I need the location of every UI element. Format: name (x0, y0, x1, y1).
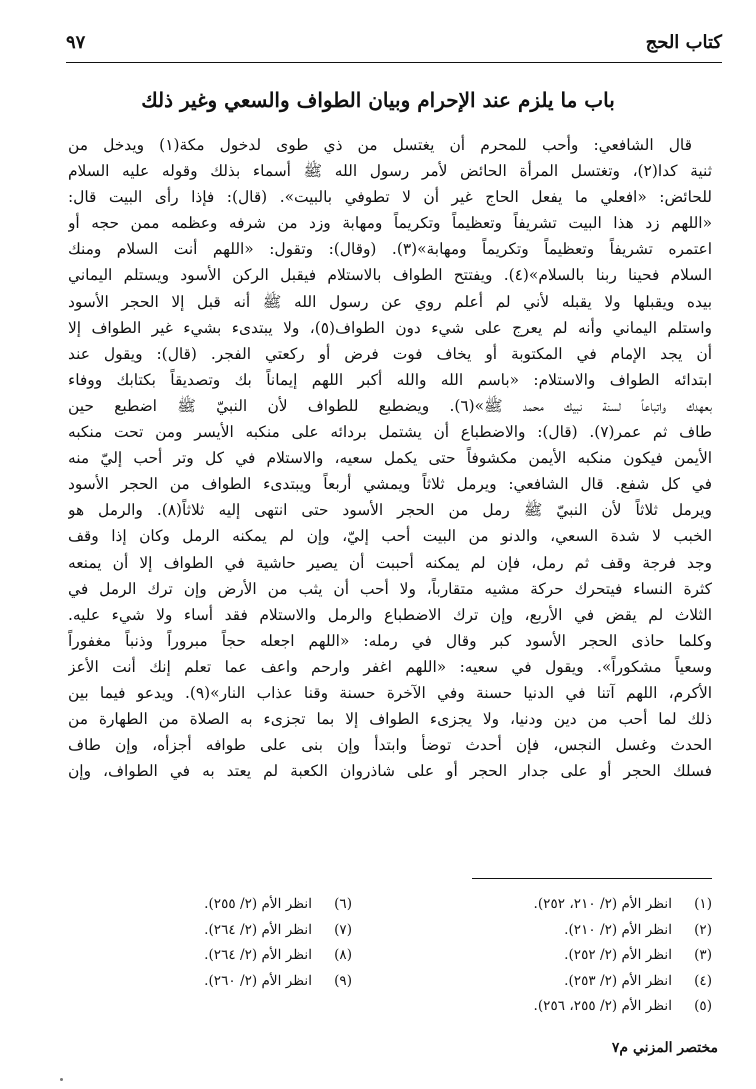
footnote (392, 943, 712, 969)
footnote (392, 994, 712, 1020)
footnote (392, 892, 712, 918)
footnote-number: (٧) (334, 921, 352, 938)
body-line: الخبب لا شدة السعي، والدنو من البيت أحب إليّ، وإن لم يمكنه الرمل وكان إذا وقف (68, 527, 712, 546)
body-line: ويرمل ثلاثاً لأن النبيّ ﷺ رمل من الحجر الأسود حتى انتهى إليه ثلاثاً(٨). والرمل هو (68, 501, 712, 520)
body-line: فسلك الحجر أو على جدار الحجر أو على شاذروان الكعبة لم يعتد به في الطواف، وإن (68, 762, 712, 781)
footnote-number: (٤) (694, 972, 712, 989)
body-line: الأكرم، اللهم آتنا في الدنيا حسنة وفي الآخرة حسنة وقنا عذاب النار»(٩). ويدعو فيما بين (68, 683, 712, 702)
body-line: طاف ثم عمر(٧). (قال): والاضطباع أن يشتمل بردائه على منكبه الأيسر ومن تحت منكبه (68, 423, 712, 442)
footnote-text: انظر الأم (٢/ ٢١٠). (564, 921, 672, 938)
body-line: وسعياً مشكوراً». ويقول في سعيه: «اللهم اغفر وارحم واعف عما تعلم إنك أنت الأعز (68, 657, 712, 676)
body-line: ابتدائه الطواف والاستلام: «باسم الله والله أكبر اللهم إيماناً بك وتصديقاً بكتابك ووفاء (68, 370, 712, 389)
footnote-number: (٣) (694, 947, 712, 964)
body-text (68, 132, 712, 784)
footnote-text: انظر الأم (٢/ ٢٥٢). (564, 947, 672, 964)
body-line: أن يجد الإمام في المكتوبة أو يخاف فوت فرض أو ركعتي الفجر. (قال): ويقول عند (68, 344, 712, 363)
running-header-title: كتاب الحج (645, 32, 722, 53)
body-line: «اللهم زد هذا البيت تشريفاً وتعظيماً وتكريماً ومهابة وزد من شرفه وعظمه ممن حجه أو (68, 214, 712, 233)
scan-speck (60, 1078, 63, 1081)
body-line: كثرة النساء فيتحرك حركة مشيه متقارباً، ولا أحب أن يثب من الأرض وإن ترك الرمل في (68, 579, 712, 598)
footnotes-column-right (392, 892, 712, 1020)
footnote-text: انظر الأم (٢/ ٢٥٣). (564, 972, 672, 989)
footnote-text: انظر الأم (٢/ ٢٥٥). (204, 896, 312, 912)
footnote-text: انظر الأم (٢/ ٢٦٠). (204, 972, 312, 989)
footnote-text: انظر الأم (٢/ ٢٥٥، ٢٥٦). (533, 998, 672, 1015)
body-line: للحائض: «افعلي ما يفعل الحاج غير أن لا تطوفي بالبيت». (قال): فإذا رأى البيت قال: (68, 188, 712, 207)
footnote-number: (٦) (334, 896, 352, 912)
footnote (392, 969, 712, 995)
footnote (392, 918, 712, 944)
body-line: وكلما حاذى الحجر الأسود كبر وقال في رمله: «اللهم اجعله حجاً مبروراً وذنباً مغفوراً (68, 631, 712, 650)
footnote-text: انظر الأم (٢/ ٢٦٤). (204, 921, 312, 938)
body-line: واستلم اليماني وأنه لم يعرج على شيء دون الطواف(٥)، ولا يبتدىء بشيء غير الطواف إلا (68, 318, 712, 337)
header-divider (66, 62, 722, 63)
footnote-number: (٩) (334, 972, 352, 989)
body-line: في كل شفع. قال الشافعي: ويرمل ثلاثاً ويمشي أربعاً ويبتدىء الطواف من الحجر الأسود (68, 475, 712, 494)
footnote-text: انظر الأم (٢/ ٢١٠، ٢٥٢). (533, 896, 672, 912)
footnotes-column-left (22, 892, 352, 994)
footnote-number: (٨) (334, 947, 352, 964)
body-line: بيده ويقبلها ولا يقبله لأني لم أعلم روي عن رسول الله ﷺ أنه قبل إلا الحجر الأسود (68, 292, 712, 311)
body-line: قال الشافعي: وأحب للمحرم أن يغتسل من ذي طوى لدخول مكة(١) ويدخل من (68, 136, 692, 154)
body-line: الثلاث لم يقض في الأربع، وإن ترك الاضطباع والرمل والاستلام فقد أساء ولا شيء عليه. (68, 605, 712, 624)
body-line: الأيمن فيكون منكبه الأيمن مكشوفاً حتى يكمل سعيه، والاستلام في كل وتر أحب إليّ منه (68, 449, 712, 468)
body-line: ذلك لما أحب من دين ودنيا، ولا يجزىء الطواف إلا بما تجزىء به الصلاة من الطهارة من (68, 710, 712, 729)
body-line: بعهدك واتباعاً لسنة نبيك محمد ﷺ»(٦). ويضطبع للطواف لأن النبيّ ﷺ اضطبع حين (68, 396, 712, 415)
footnote (22, 892, 352, 918)
body-line: اعتمره تشريفاً وتعظيماً وتكريماً ومهابة»(٣). (وقال): وتقول: «اللهم أنت السلام ومنك (68, 240, 712, 259)
footnote-text: انظر الأم (٢/ ٢٦٤). (204, 947, 312, 964)
body-line: السلام فحينا ربنا بالسلام»(٤). ويفتتح الطواف بالاستلام فيقبل الركن الأسود ويستلم اليماني (68, 266, 712, 285)
footnote (22, 943, 352, 969)
body-line: وجد فرجة وقف ثم رمل، فإن لم يمكنه أحببت أن يصير حاشية في الطواف إلا أن يمنعه (68, 553, 712, 572)
footnote-number: (٥) (694, 998, 712, 1015)
footnote (22, 918, 352, 944)
footnote-number: (٢) (694, 921, 712, 938)
footnote (22, 969, 352, 995)
page-number: ٩٧ (66, 32, 86, 53)
chapter-title: باب ما يلزم عند الإحرام وبيان الطواف والسعي وغير ذلك (141, 88, 615, 112)
footnote-number: (١) (694, 896, 712, 912)
body-line: ثنية كدا(٢)، وتغتسل المرأة الحائض لأمر رسول الله ﷺ أسماء بذلك وقوله عليه السلام (68, 162, 712, 181)
printer-signature: مختصر المزني م٧ (611, 1040, 718, 1056)
body-line: الحدث وغسل النجس، فإن أحدث توضأ وابتدأ وإن بنى على طوافه أجزأه، وإن طاف (68, 736, 712, 755)
footnote-divider (472, 878, 712, 879)
